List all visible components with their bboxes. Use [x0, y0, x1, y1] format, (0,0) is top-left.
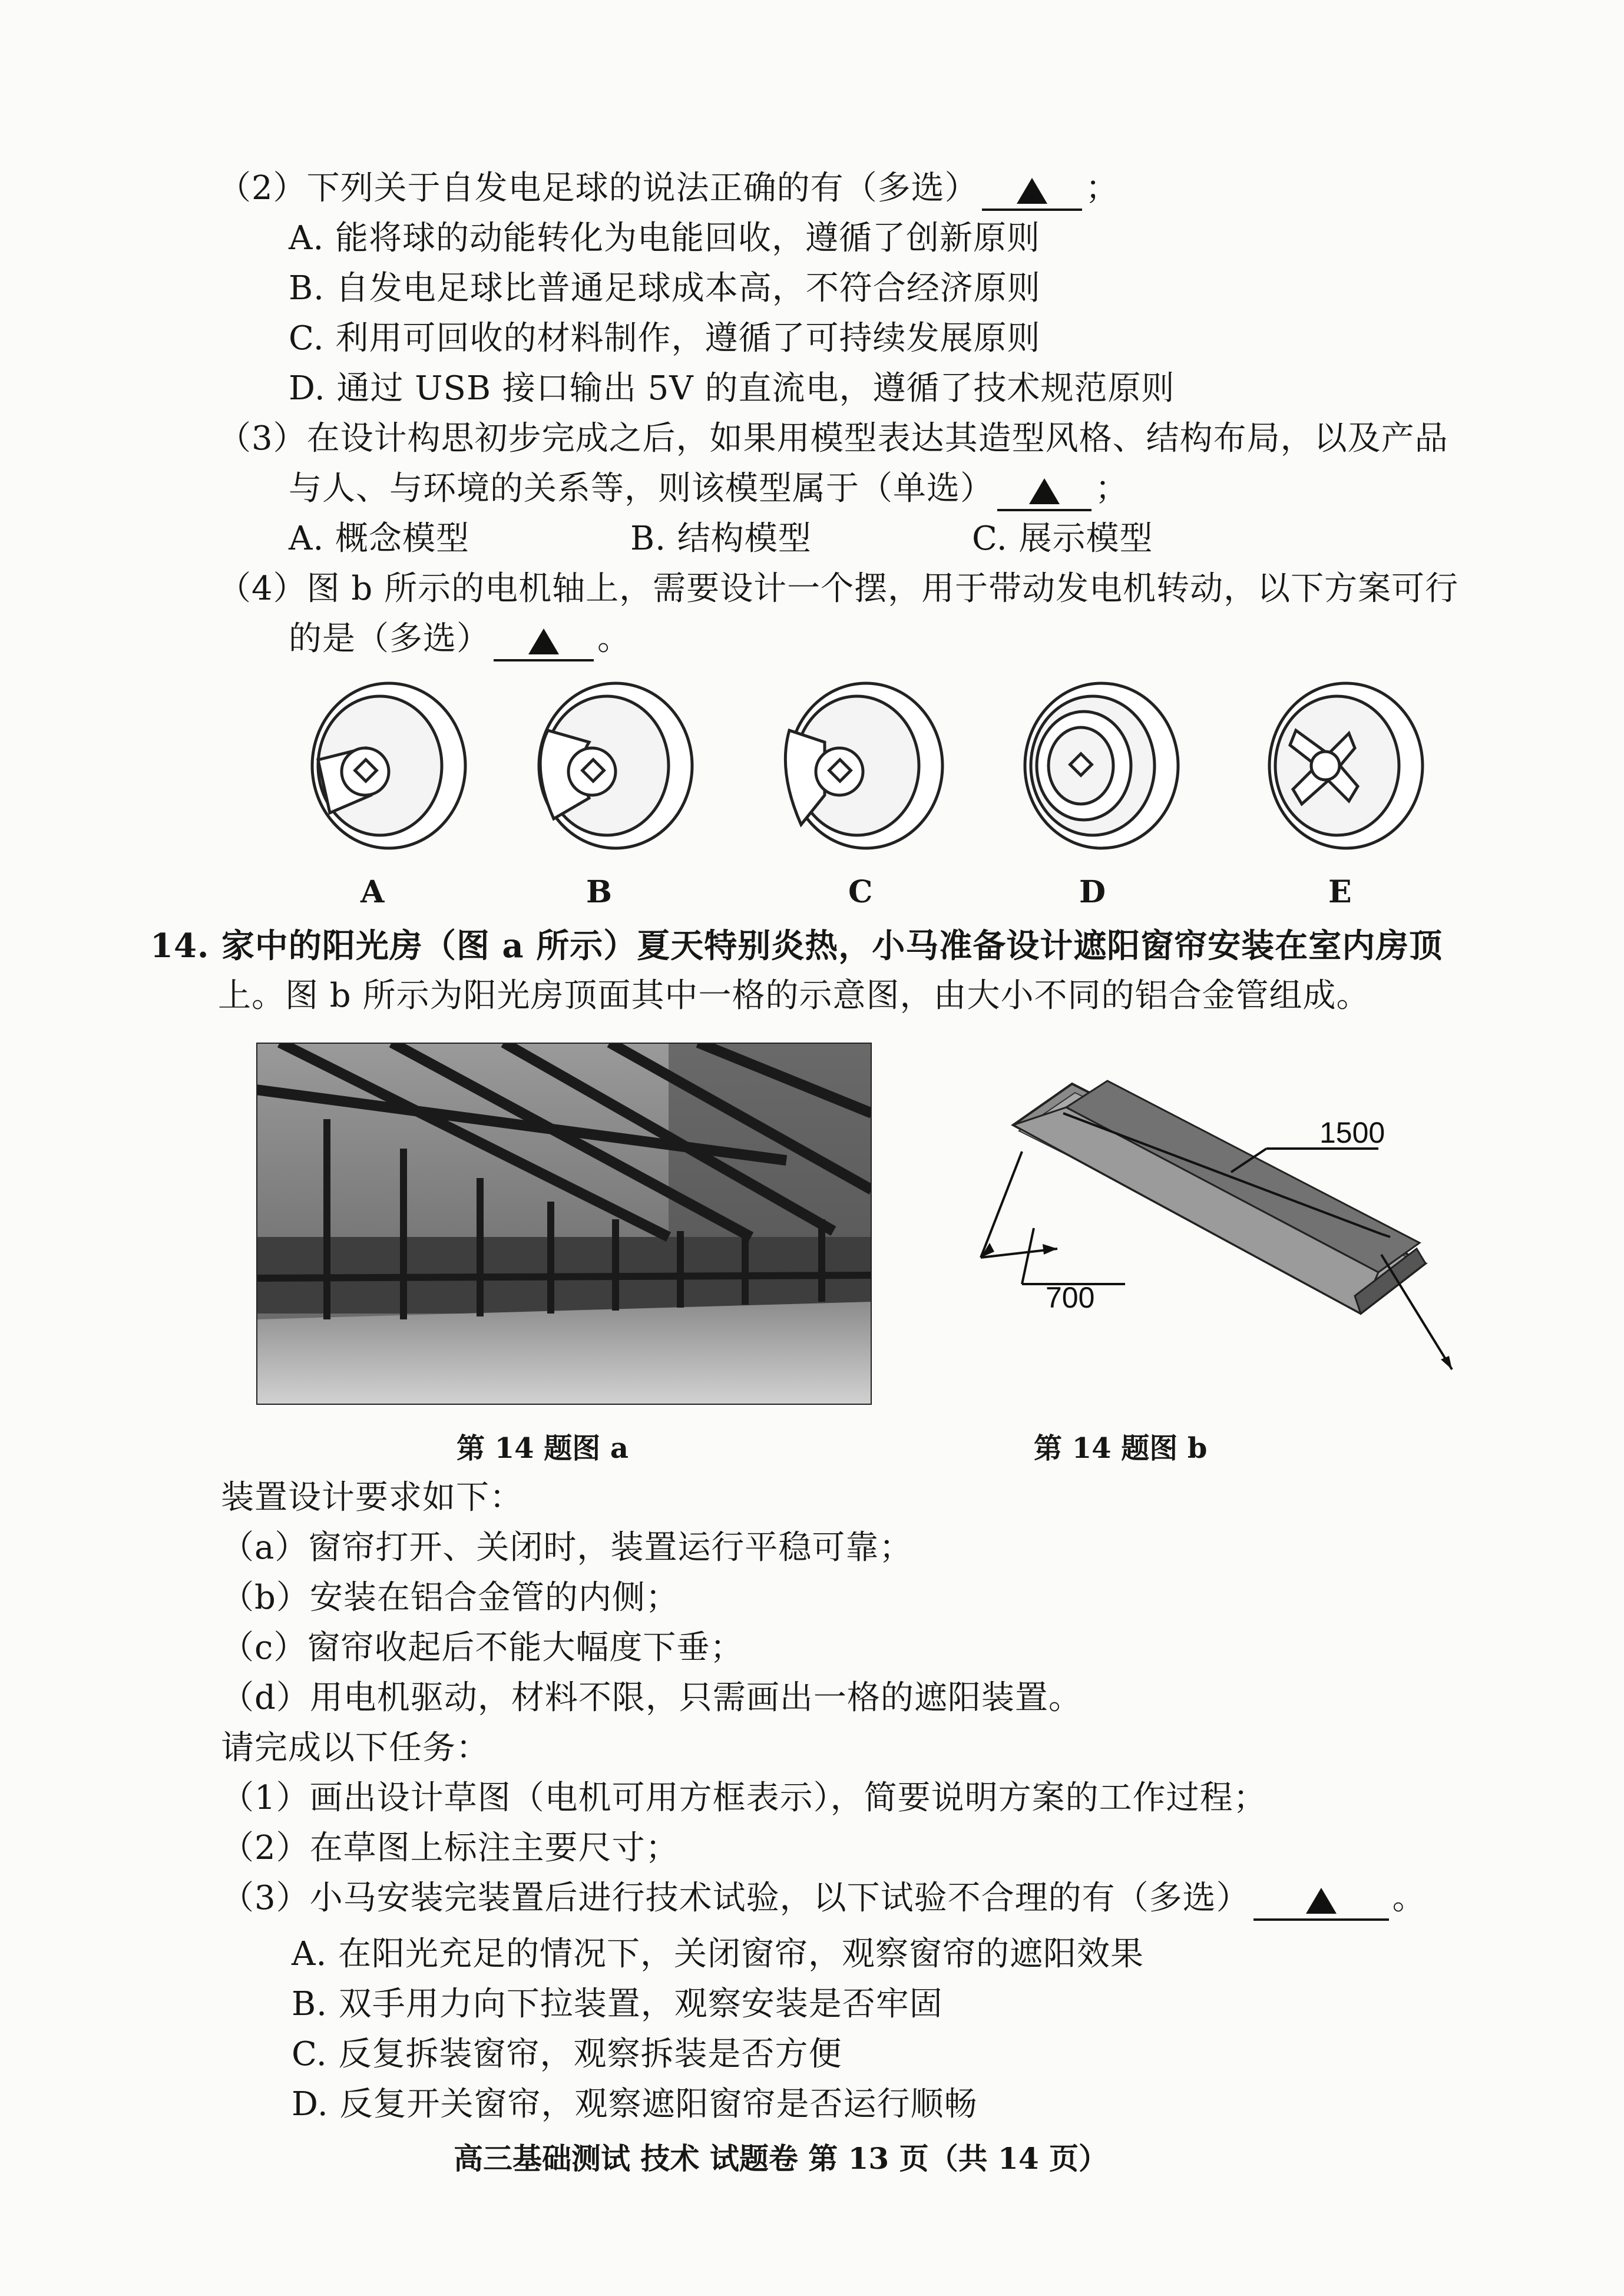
requirement-a: （a）窗帘打开、关闭时，装置运行平稳可靠； — [221, 1529, 913, 1567]
roof-cell-diagram — [954, 1048, 1467, 1378]
answer-blank[interactable] — [494, 624, 594, 661]
answer-blank[interactable] — [1253, 1883, 1389, 1921]
answer-blank[interactable] — [982, 173, 1082, 211]
dimension-length: 1500 — [1319, 1116, 1385, 1149]
pendulum-option-e — [1269, 683, 1423, 848]
q13-p3-line1: （3）在设计构思初步完成之后，如果用模型表达其造型风格、结构布局，以及产品 — [218, 419, 1448, 458]
q13-p3-option-b: B. 结构模型 — [630, 520, 812, 558]
answer-blank[interactable] — [997, 474, 1092, 511]
q14-line2: 上。图 b 所示为阳光房顶面其中一格的示意图，由大小不同的铝合金管组成。 — [218, 977, 1370, 1015]
requirement-b: （b）安装在铝合金管的内侧； — [221, 1579, 679, 1617]
triangle-icon — [1017, 178, 1047, 204]
requirements-title: 装置设计要求如下： — [221, 1478, 523, 1517]
sunroom-photo — [256, 1043, 872, 1405]
option-label-e: E — [1328, 874, 1352, 910]
triangle-icon — [528, 628, 559, 654]
task-2: （2）在草图上标注主要尺寸； — [221, 1829, 679, 1867]
q13-p3-option-a: A. 概念模型 — [289, 520, 470, 558]
fig-b-caption: 第 14 题图 b — [1034, 1432, 1208, 1465]
task-3-option-c: C. 反复拆装窗帘，观察拆装是否方便 — [292, 2035, 842, 2073]
option-label-c: C — [848, 874, 873, 910]
pendulum-option-c — [785, 683, 942, 848]
triangle-icon — [1029, 478, 1060, 504]
task-3-option-d: D. 反复开关窗帘，观察遮阳窗帘是否运行顺畅 — [292, 2085, 978, 2123]
pendulum-options-figure — [0, 677, 1624, 872]
requirement-c: （c）窗帘收起后不能大幅度下垂； — [221, 1629, 744, 1667]
task-title: 请完成以下任务： — [221, 1729, 489, 1767]
q14-line1: 14. 家中的阳光房（图 a 所示）夏天特别炎热，小马准备设计遮阳窗帘安装在室内房顶 — [150, 927, 1443, 965]
q13-p4-line2: 的是（多选） 。 — [289, 617, 631, 661]
task-3-stem: （3）小马安装完装置后进行技术试验，以下试验不合理的有（多选） 。 — [221, 1876, 1426, 1921]
q13-p3-line2: 与人、与环境的关系等，则该模型属于（单选） ； — [289, 467, 1129, 511]
q13-p2-option-d: D. 通过 USB 接口输出 5V 的直流电，遵循了技术规范原则 — [289, 369, 1175, 408]
requirement-d: （d）用电机驱动，材料不限，只需画出一格的遮阳装置。 — [221, 1679, 1082, 1717]
option-label-b: B — [586, 874, 612, 910]
pendulum-option-d — [1025, 683, 1178, 848]
option-label-d: D — [1079, 874, 1106, 910]
q13-p4-line1: （4）图 b 所示的电机轴上，需要设计一个摆，用于带动发电机转动，以下方案可行 — [218, 570, 1459, 608]
pendulum-option-a — [312, 683, 465, 848]
task-3-option-a: A. 在阳光充足的情况下，关闭窗帘，观察窗帘的遮阳效果 — [292, 1935, 1145, 1973]
q13-p2-option-c: C. 利用可回收的材料制作，遵循了可持续发展原则 — [289, 319, 1041, 358]
q13-p2-stem: （2）下列关于自发电足球的说法正确的有（多选） ； — [218, 166, 1119, 211]
fig-a-caption: 第 14 题图 a — [457, 1432, 629, 1465]
triangle-icon — [1306, 1888, 1337, 1914]
page-footer: 高三基础测试 技术 试题卷 第 13 页（共 14 页） — [454, 2141, 1109, 2176]
q13-p3-option-c: C. 展示模型 — [972, 520, 1153, 558]
option-label-a: A — [360, 874, 385, 910]
task-1: （1）画出设计草图（电机可用方框表示），简要说明方案的工作过程； — [221, 1779, 1267, 1817]
dimension-width: 700 — [1046, 1281, 1095, 1314]
q13-p2-option-a: A. 能将球的动能转化为电能回收，遵循了创新原则 — [289, 219, 1041, 257]
task-3-option-b: B. 双手用力向下拉装置，观察安装是否牢固 — [292, 1985, 943, 2023]
q13-p2-option-b: B. 自发电足球比普通足球成本高，不符合经济原则 — [289, 269, 1041, 307]
pendulum-option-b — [539, 683, 692, 848]
